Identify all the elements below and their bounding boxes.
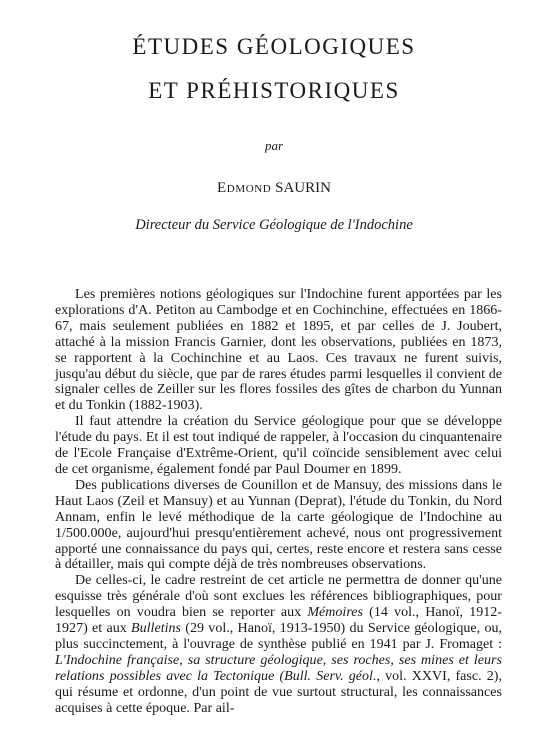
- title-line-2: ET PRÉHISTORIQUES: [148, 78, 400, 103]
- bulletins-title: Bulletins: [131, 620, 181, 637]
- paragraph-4: [55, 573, 502, 716]
- byline-par: par: [264, 138, 284, 153]
- p4-text-a: De celles-ci, le cadre restreint de cet article ne permettra de donner qu'une esquisse très générale d'où sont exclues les références bibliographiques, pour lesquelles on voudra bien se reporter aux: [55, 572, 502, 621]
- work-title: L'Indochine française, sa structure géologique, ses roches, ses mines et leurs relations possibles avec la Tectonique (Bull. Serv. géol.: [55, 651, 502, 684]
- article-body: [55, 287, 502, 716]
- author-last-name: SAURIN: [275, 180, 331, 196]
- p4-text-b: (14 vol., Hanoï, 1912-1927) et aux: [55, 604, 502, 637]
- p4-text-d: , vol. XXVI, fasc. 2), qui résume et ordonne, d'un point de vue surtout structural, les connaissances acquises à cette époque. Par ail-: [55, 667, 502, 716]
- p4-text-c: (29 vol., Hanoï, 1913-1950) du Service géologique, ou, plus succinctement, à l'ouvrage de synthèse publié en 1941 par J. Fromaget :: [55, 620, 502, 652]
- title-line-1: ÉTUDES GÉOLOGIQUES: [132, 34, 416, 59]
- paragraph-1: Les premières notions géologiques sur l'Indochine furent apportées par les explorations d'A. Petiton au Cambodge et en Cochinchine, effectuées en 1866-67, mais seulement publiées en 1882 et 1895, et par celles de J. Joubert, attaché à la mission Francis Garnier, dont les observations, publiées en 1873, se rapportent à la Cochinchine et au Laos. Ces travaux ne furent suivis, jusqu'au début du siècle, que par de rares études parmi lesquelles il convient de signaler celles de Zeiller sur les flores fossiles des gîtes de charbon du Yunnan et du Tonkin (1882-1903).: [55, 286, 502, 414]
- paragraph-2: Il faut attendre la création du Service géologique pour que se développe l'étude du pays. Et il est tout indiqué de rappeler, à l'occasion du cinquantenaire de l'Ecole Française d'Extrême-Orient, qu'il coïncide sensiblement avec celui de cet organisme, également fondé par Paul Doumer en 1899.: [55, 413, 502, 477]
- author-role: Directeur du Service Géologique de l'Indochine: [135, 217, 413, 233]
- author-name: [0, 180, 548, 197]
- paragraph-3: Des publications diverses de Counillon et de Mansuy, des missions dans le Haut Laos (Zeil et Mansuy) et au Yunnan (Deprat), l'étude du Tonkin, du Nord Annam, enfin le levé méthodique de la carte géologique de l'Indochine au 1/500.000e, aujourd'hui presqu'entièrement achevé, nous ont progressivement apporté une connaissance du pays qui, certes, reste encore et restera sans cesse à détailler, mais qui compte déjà de très nombreuses observations.: [55, 476, 502, 573]
- author-first-name: Edmond: [217, 180, 272, 196]
- memoires-title: Mémoires: [307, 604, 363, 621]
